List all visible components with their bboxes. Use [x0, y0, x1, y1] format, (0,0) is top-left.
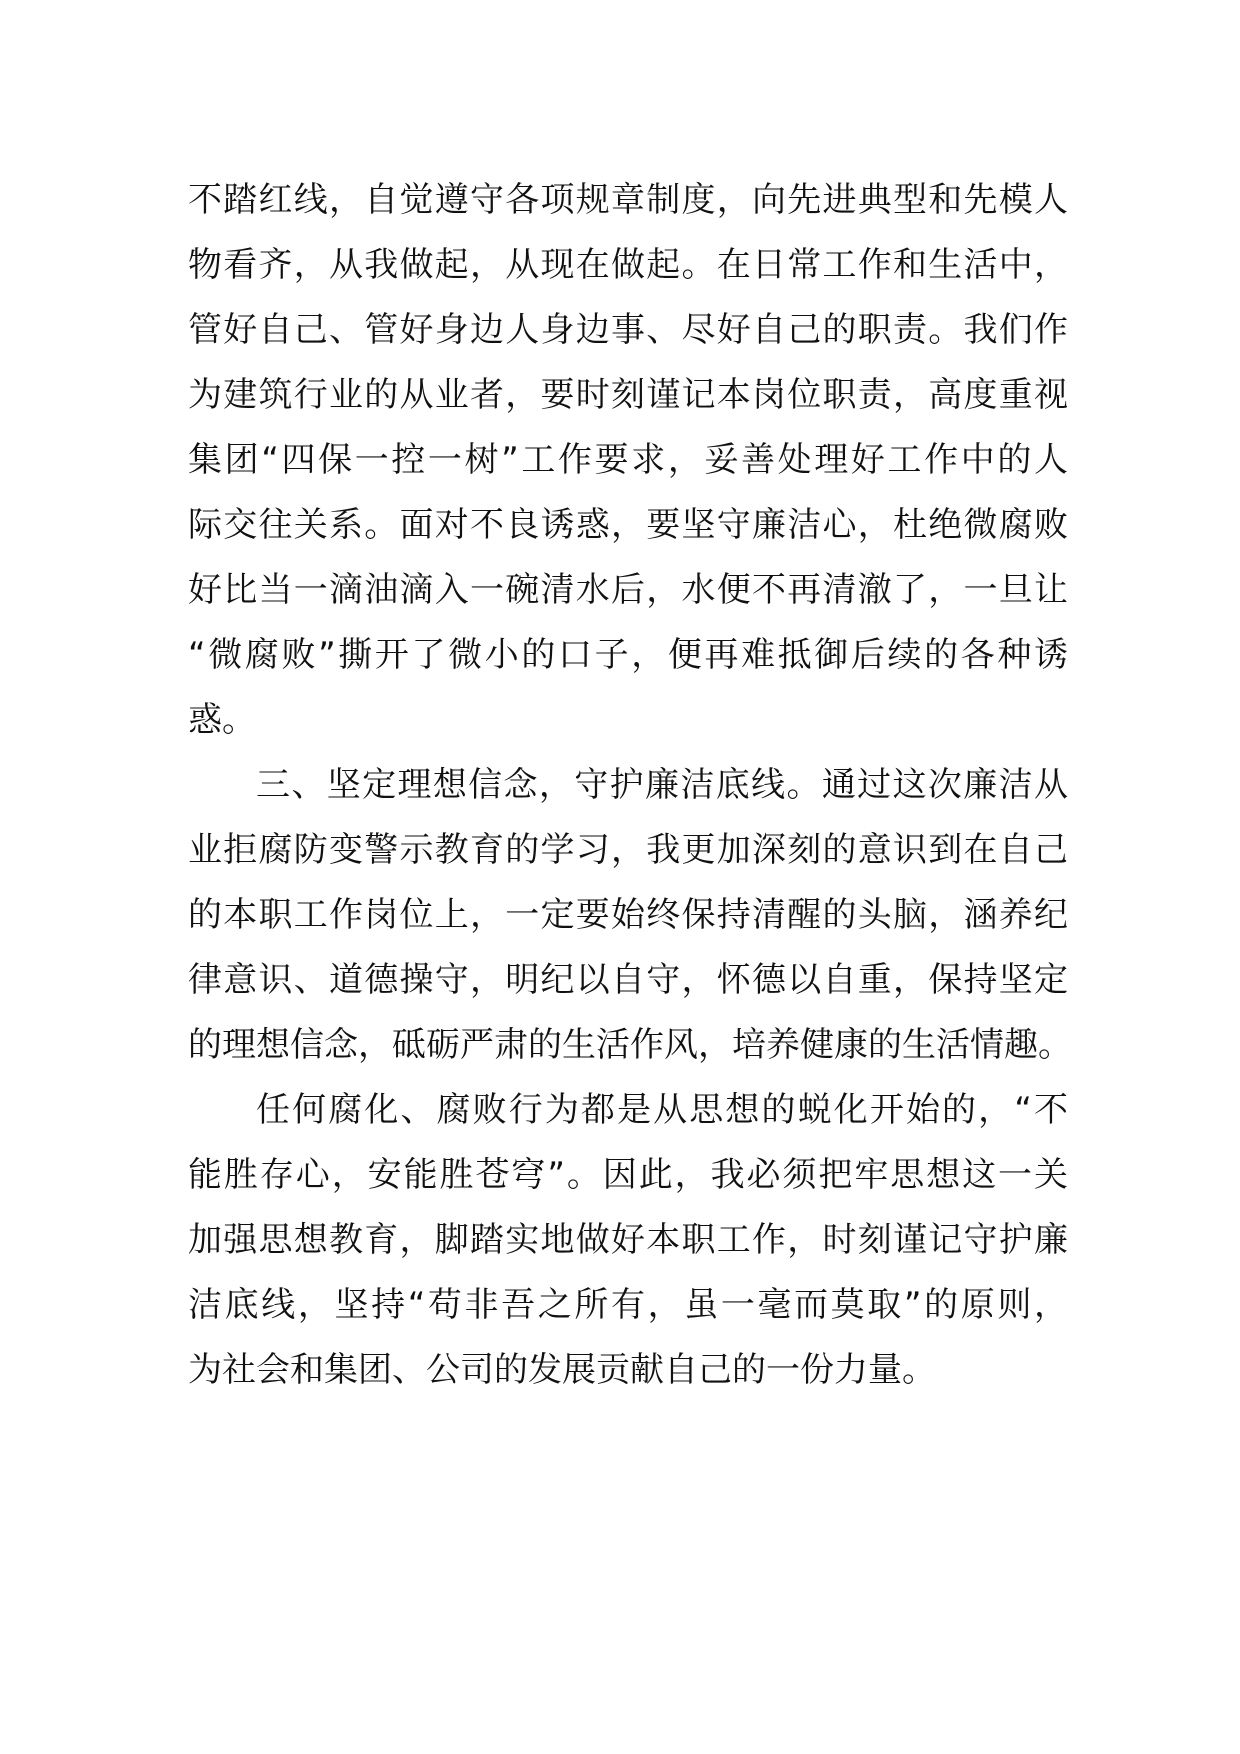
text-line: 三、坚定理想信念，守护廉洁底线。通过这次廉洁从	[256, 765, 1068, 805]
text-line: 的理想信念，砥砺严肃的生活作风，培养健康的生活情趣。	[188, 1025, 1072, 1065]
text-line: 加强思想教育，脚踏实地做好本职工作，时刻谨记守护廉	[188, 1220, 1068, 1260]
text-line: 惑。	[188, 700, 256, 740]
text-line: 为社会和集团、公司的发展贡献自己的一份力量。	[188, 1350, 936, 1390]
text-line: 不踏红线，自觉遵守各项规章制度，向先进典型和先模人	[188, 180, 1068, 220]
text-line: 能胜存心，安能胜苍穹”。因此，我必须把牢思想这一关	[188, 1155, 1068, 1195]
text-line: 好比当一滴油滴入一碗清水后，水便不再清澈了，一旦让	[188, 570, 1068, 610]
text-line: 洁底线，坚持“苟非吾之所有，虽一毫而莫取”的原则，	[188, 1285, 1068, 1325]
text-line: “微腐败”撕开了微小的口子，便再难抵御后续的各种诱	[188, 635, 1068, 675]
text-line: 集团“四保一控一树”工作要求，妥善处理好工作中的人	[188, 440, 1068, 480]
document-body	[188, 168, 1072, 1403]
text-line: 物看齐，从我做起，从现在做起。在日常工作和生活中，	[188, 245, 1068, 285]
text-line: 的本职工作岗位上，一定要始终保持清醒的头脑，涵养纪	[188, 895, 1068, 935]
text-line: 为建筑行业的从业者，要时刻谨记本岗位职责，高度重视	[188, 375, 1068, 415]
text-line: 际交往关系。面对不良诱惑，要坚守廉洁心，杜绝微腐败	[188, 505, 1068, 545]
text-line: 律意识、道德操守，明纪以自守，怀德以自重，保持坚定	[188, 960, 1068, 1000]
text-line: 管好自己、管好身边人身边事、尽好自己的职责。我们作	[188, 310, 1068, 350]
text-line: 业拒腐防变警示教育的学习，我更加深刻的意识到在自己	[188, 830, 1068, 870]
text-line: 任何腐化、腐败行为都是从思想的蜕化开始的，“不	[256, 1090, 1068, 1130]
